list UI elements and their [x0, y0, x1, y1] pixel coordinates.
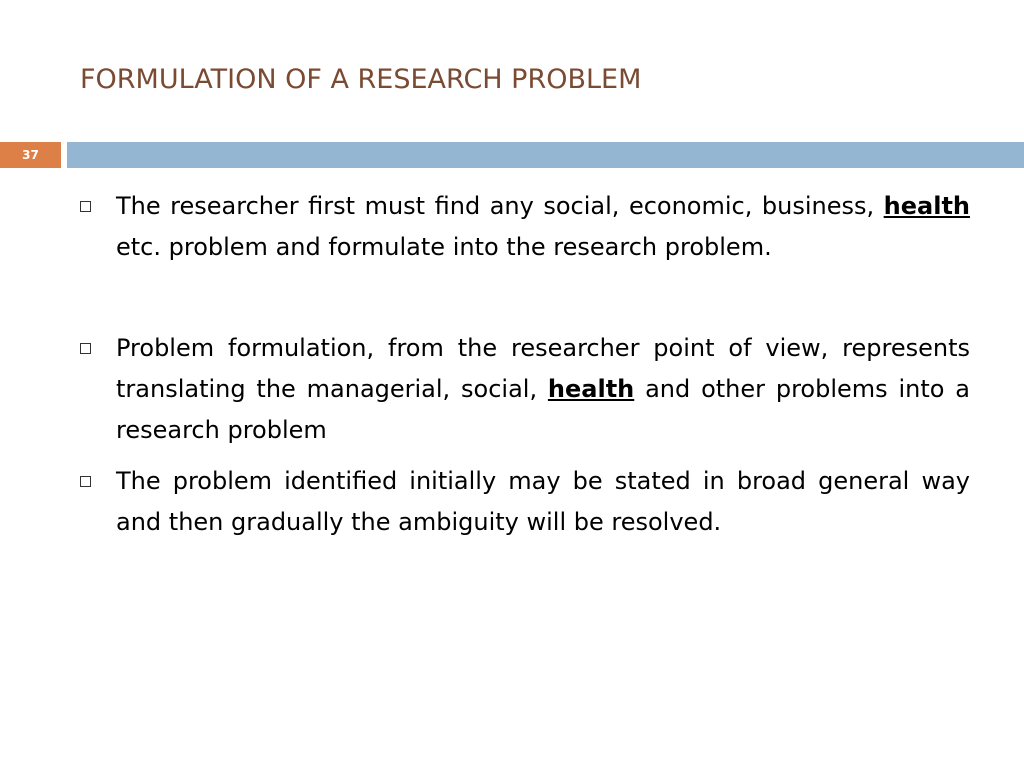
bullet-item [80, 186, 970, 268]
slide-title: FORMULATION OF A RESEARCH PROBLEM [80, 64, 642, 95]
slide-content [80, 186, 970, 543]
bullet-item [80, 328, 970, 451]
header-bar [67, 142, 1024, 168]
bullet-text: The problem identified initially may be stated in broad general way and then gradually the ambiguity will be resolved. [116, 467, 970, 536]
emphasized-word: health [547, 375, 635, 403]
hollow-square-bullet-icon [80, 343, 91, 354]
hollow-square-bullet-icon [80, 201, 91, 212]
bullet-text: The researcher first must find any social, economic, business, [116, 192, 884, 220]
bullet-text: etc. problem and formulate into the research problem. [116, 233, 772, 261]
bullet-text: and other problems into a research problem [116, 375, 970, 444]
slide-number: 37 [0, 142, 61, 168]
bullet-text: Problem formulation, from the researcher point of view, represents translating the managerial, social, [116, 334, 970, 403]
emphasized-word: health [883, 192, 970, 220]
hollow-square-bullet-icon [80, 476, 91, 487]
bullet-item [80, 461, 970, 543]
